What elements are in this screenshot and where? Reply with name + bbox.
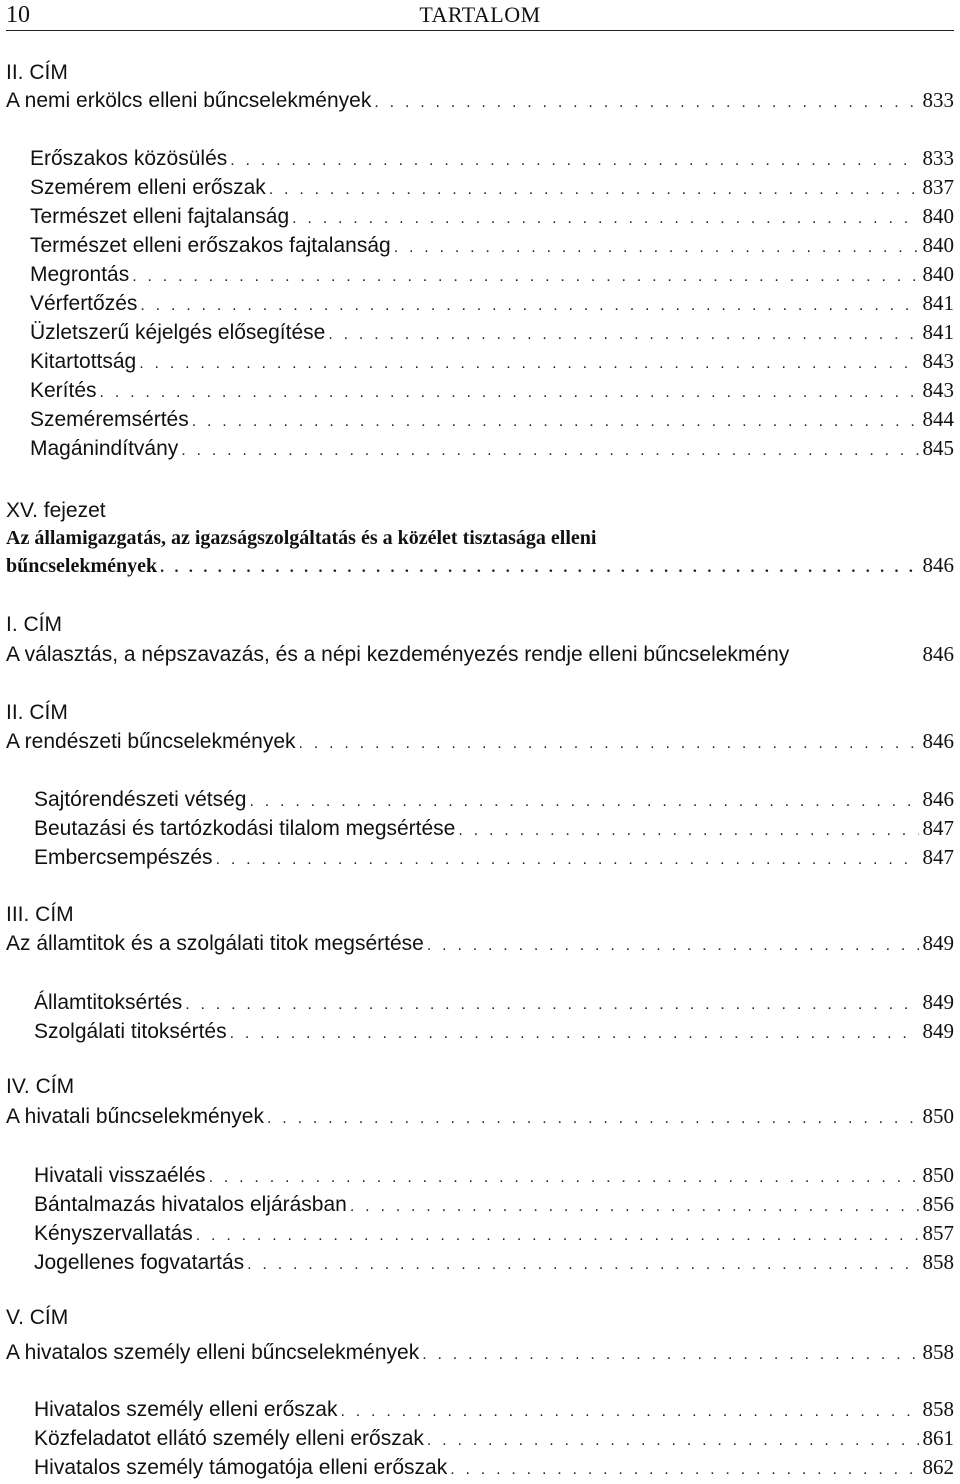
dot-leader <box>209 1164 919 1192</box>
toc-title: Szeméremsértés <box>30 408 189 431</box>
toc-title: Beutazási és tartózkodási tilalom megsértése <box>34 817 456 840</box>
toc-title: Szolgálati titoksértés <box>34 1020 227 1043</box>
toc-entry <box>34 785 954 813</box>
toc-page: 833 <box>922 88 954 112</box>
toc-title: Kerítés <box>30 379 97 402</box>
toc-entry <box>30 434 954 462</box>
toc-page: 847 <box>922 845 954 869</box>
toc-page: 840 <box>922 262 954 286</box>
dot-leader <box>160 554 918 582</box>
chapter-title-line2: bűncselekmények <box>6 555 158 577</box>
toc-entry <box>30 289 954 317</box>
toc-section-title <box>6 1338 954 1366</box>
toc-page: 846 <box>922 553 954 577</box>
toc-entry <box>30 260 954 288</box>
running-head <box>0 0 960 32</box>
toc-entry <box>34 1219 954 1247</box>
toc-title: Természet elleni fajtalanság <box>30 205 290 228</box>
toc-title: Szemérem elleni erőszak <box>30 176 266 199</box>
dot-leader <box>422 1341 918 1369</box>
toc-entry <box>30 173 954 201</box>
toc-title: Embercsempészés <box>34 846 213 869</box>
toc-page: 840 <box>922 204 954 228</box>
section-label: I. CÍM <box>6 613 62 636</box>
toc-page: 861 <box>922 1426 954 1450</box>
dot-leader <box>292 205 918 233</box>
toc-entry <box>30 202 954 230</box>
toc-section-title <box>6 86 954 114</box>
toc-entry <box>34 1453 954 1481</box>
running-title: TARTALOM <box>419 2 541 27</box>
toc-title: Természet elleni erőszakos fajtalanság <box>30 234 391 257</box>
dot-leader <box>350 1193 919 1221</box>
toc-title: Jogellenes fogvatartás <box>34 1251 245 1274</box>
dot-leader <box>216 846 919 874</box>
toc-page: 846 <box>922 787 954 811</box>
toc-page: 833 <box>922 146 954 170</box>
chapter-title-line1: Az államigazgatás, az igazságszolgáltatás és a közélet tisztasága elleni <box>6 527 597 549</box>
toc-page: 849 <box>922 990 954 1014</box>
dot-leader <box>249 788 918 816</box>
toc-page: 849 <box>922 1019 954 1043</box>
toc-entry <box>30 376 954 404</box>
toc-page: 845 <box>922 436 954 460</box>
chapter-title-row <box>6 551 954 579</box>
toc-page: 858 <box>922 1397 954 1421</box>
toc-title: Magánindítvány <box>30 437 179 460</box>
dot-leader <box>185 991 918 1019</box>
toc-page: 862 <box>922 1455 954 1479</box>
toc-entry <box>34 988 954 1016</box>
toc-title: Államtitoksértés <box>34 991 183 1014</box>
toc-title: Hivatali visszaélés <box>34 1164 206 1187</box>
toc-title: Erőszakos közösülés <box>30 147 228 170</box>
toc-entry <box>34 1161 954 1189</box>
toc-page: 850 <box>922 1163 954 1187</box>
toc-title: Sajtórendészeti vétség <box>34 788 247 811</box>
page-number: 10 <box>6 2 30 28</box>
dot-leader <box>139 350 918 378</box>
toc-page: 846 <box>922 642 954 666</box>
toc-page: 840 <box>922 233 954 257</box>
dot-leader <box>140 292 918 320</box>
header-rule <box>6 30 954 31</box>
dot-leader <box>269 176 919 204</box>
toc-title: Hivatalos személy támogatója elleni erőszak <box>34 1456 448 1479</box>
toc-title: Hivatalos személy elleni erőszak <box>34 1398 338 1421</box>
toc-entry <box>30 347 954 375</box>
chapter-label: XV. fejezet <box>6 499 106 522</box>
dot-leader <box>230 1020 919 1048</box>
dot-leader <box>374 89 918 117</box>
toc-page: 857 <box>922 1221 954 1245</box>
toc-page: 837 <box>922 175 954 199</box>
toc-section-title <box>6 1102 954 1130</box>
toc-section-title <box>6 640 954 668</box>
section-label: IV. CÍM <box>6 1075 75 1098</box>
section-label: II. CÍM <box>6 61 68 84</box>
toc-title: Kitartottság <box>30 350 137 373</box>
toc-entry <box>30 318 954 346</box>
toc-page: 846 <box>922 729 954 753</box>
dot-leader <box>340 1398 918 1426</box>
toc-entry <box>34 1424 954 1452</box>
toc-entry <box>34 1248 954 1276</box>
toc-section-title <box>6 727 954 755</box>
toc-title: A hivatalos személy elleni bűncselekmények <box>6 1341 420 1364</box>
toc-entry <box>30 231 954 259</box>
toc-title: Vérfertőzés <box>30 292 138 315</box>
toc-page: 849 <box>922 931 954 955</box>
toc-title: Megrontás <box>30 263 130 286</box>
toc-page: 858 <box>922 1340 954 1364</box>
toc-title: Kényszervallatás <box>34 1222 193 1245</box>
toc-page: 856 <box>922 1192 954 1216</box>
toc-title: Bántalmazás hivatalos eljárásban <box>34 1193 347 1216</box>
dot-leader <box>394 234 919 262</box>
dot-leader <box>196 1222 919 1250</box>
toc-entry <box>34 1190 954 1218</box>
section-label: V. CÍM <box>6 1306 69 1329</box>
toc-entry <box>34 1395 954 1423</box>
toc-entry <box>30 144 954 172</box>
toc-page: 843 <box>922 349 954 373</box>
toc-page: 841 <box>922 291 954 315</box>
toc-section-title <box>6 929 954 957</box>
toc-title: A hivatali bűncselekmények <box>6 1105 264 1128</box>
toc-entry <box>34 814 954 842</box>
dot-leader <box>100 379 919 407</box>
toc-page: 841 <box>922 320 954 344</box>
toc-title: Az államtitok és a szolgálati titok megsértése <box>6 932 424 955</box>
toc-page: 858 <box>922 1250 954 1274</box>
toc-title: Üzletszerű kéjelgés elősegítése <box>30 321 326 344</box>
dot-leader <box>267 1105 919 1133</box>
dot-leader <box>427 1427 919 1455</box>
toc-title: A választás, a népszavazás, és a népi kezdeményezés rendje elleni bűncselekmény <box>6 643 790 666</box>
toc-entry <box>30 405 954 433</box>
toc-entry <box>34 843 954 871</box>
toc-page: 843 <box>922 378 954 402</box>
toc-page: 847 <box>922 816 954 840</box>
toc-page: 850 <box>922 1104 954 1128</box>
toc-page: 844 <box>922 407 954 431</box>
dot-leader <box>230 147 918 175</box>
dot-leader <box>181 437 918 465</box>
toc-entry <box>34 1017 954 1045</box>
dot-leader <box>458 817 918 845</box>
dot-leader <box>328 321 918 349</box>
dot-leader <box>427 932 919 960</box>
toc-title: A nemi erkölcs elleni bűncselekmények <box>6 89 372 112</box>
dot-leader <box>192 408 919 436</box>
section-label: II. CÍM <box>6 701 68 724</box>
dot-leader <box>132 263 918 291</box>
toc-title: Közfeladatot ellátó személy elleni erőszak <box>34 1427 424 1450</box>
dot-leader <box>299 730 919 758</box>
dot-leader <box>450 1456 918 1484</box>
toc-title: A rendészeti bűncselekmények <box>6 730 296 753</box>
section-label: III. CÍM <box>6 903 74 926</box>
dot-leader <box>247 1251 918 1279</box>
